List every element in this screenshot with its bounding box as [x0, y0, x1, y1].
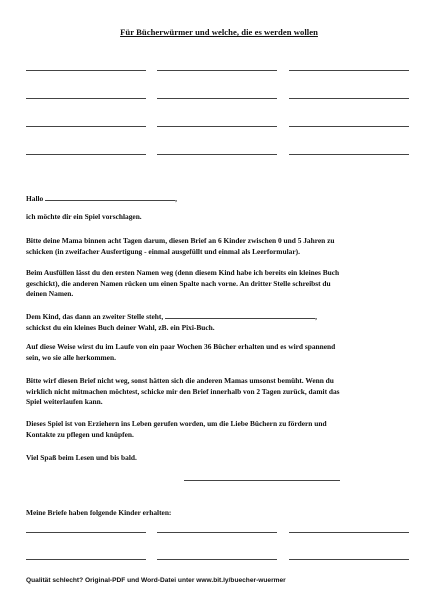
name-blank[interactable]: [157, 70, 277, 71]
blank-row: [26, 98, 412, 99]
greeting-name-blank[interactable]: [45, 193, 175, 201]
paragraph-line: schickst du ein kleines Buch deiner Wahl, zB. ein Pixi-Buch.: [26, 322, 215, 332]
name-blank[interactable]: [157, 98, 277, 99]
name-blank[interactable]: [26, 98, 146, 99]
paragraph-text: ,: [315, 312, 317, 321]
greeting-suffix: ,: [175, 194, 177, 203]
blank-row: [26, 559, 412, 560]
name-blank[interactable]: [289, 154, 409, 155]
paragraph-line: deinen Namen.: [26, 289, 74, 299]
blank-row: [26, 70, 412, 71]
name-blanks-top: [26, 70, 412, 74]
paragraph-line: ich möchte dir ein Spiel vorschlagen.: [26, 212, 142, 221]
paragraph-line: schicken (in zweifacher Ausfertigung - einmal ausgefüllt und einmal als Leerformular).: [26, 246, 300, 256]
paragraph-origin: [26, 419, 418, 440]
paragraph-line: geschickt), die anderen Namen rücken um einen Spalte nach vorne. An dritter Stelle schreibst du: [26, 278, 331, 288]
paragraph-closing: [26, 453, 418, 464]
paragraph-line: Meine Briefe haben folgende Kinder erhalten:: [26, 508, 172, 517]
paragraph-text: Dem Kind, das dann an zweiter Stelle steht,: [26, 312, 164, 321]
name-blank[interactable]: [157, 154, 277, 155]
paragraph-fill-in: [26, 268, 418, 300]
name-blank[interactable]: [26, 532, 146, 533]
paragraph-line: Auf diese Weise wirst du im Laufe von ein paar Wochen 36 Bücher erhalten und es wird spannend: [26, 342, 336, 351]
second-child-name-blank[interactable]: [165, 311, 315, 319]
paragraph-instructions: [26, 236, 418, 257]
paragraph-line: Bitte wirf diesen Brief nicht weg, sonst hätten sich die anderen Mamas umsonst bemüht. Wenn du: [26, 376, 334, 385]
paragraph-line: Beim Ausfüllen lässt du den ersten Namen weg (denn diesem Kind habe ich bereits ein kleines Buch: [26, 268, 340, 277]
paragraph-line: Dieses Spiel ist von Erziehern ins Leben gerufen worden, um die Liebe Büchern zu fördern und: [26, 419, 327, 428]
greeting-prefix: Hallo: [26, 194, 44, 203]
paragraph-line: sein, wo sie alle herkommen.: [26, 352, 116, 362]
name-blank[interactable]: [289, 98, 409, 99]
name-blank[interactable]: [289, 126, 409, 127]
name-blanks-bottom: [26, 532, 412, 534]
paragraph-outcome: [26, 342, 418, 363]
blank-row: [26, 154, 412, 155]
name-blank[interactable]: [26, 154, 146, 155]
paragraph-line: wirklich nicht mitmachen möchtest, schicke mir den Brief innerhalb von 2 Tagen zurück, damit das: [26, 386, 340, 396]
paragraph-line: Kontakte zu pflegen und knüpfen.: [26, 429, 134, 439]
paragraph-line: Viel Spaß beim Lesen und bis bald.: [26, 453, 137, 462]
greeting-line: [26, 193, 416, 205]
paragraph-line: Spiel weiterlaufen kann.: [26, 397, 103, 407]
paragraph-line: Bitte deine Mama binnen acht Tagen darum, diesen Brief an 6 Kinder zwischen 0 und 5 Jahren zu: [26, 236, 335, 245]
name-blank[interactable]: [157, 559, 277, 560]
paragraph-intro: [26, 212, 418, 223]
name-blank[interactable]: [26, 559, 146, 560]
footer-note: Qualität schlecht? Original-PDF und Word-Datei unter www.bit.ly/buecher-wuermer: [26, 577, 286, 584]
name-blank[interactable]: [157, 532, 277, 533]
signature-line[interactable]: [184, 480, 340, 481]
paragraph-send-book: [26, 311, 418, 333]
name-blank[interactable]: [26, 126, 146, 127]
paragraph-dont-discard: [26, 376, 418, 408]
page-title: Für Bücherwürmer und welche, die es werden wollen: [120, 27, 318, 37]
name-blank[interactable]: [289, 559, 409, 560]
received-label: [26, 508, 418, 519]
paragraph-line: [26, 311, 418, 323]
blank-row: [26, 532, 412, 533]
name-blank[interactable]: [26, 70, 146, 71]
name-blank[interactable]: [289, 532, 409, 533]
name-blank[interactable]: [289, 70, 409, 71]
blank-row: [26, 126, 412, 127]
name-blank[interactable]: [157, 126, 277, 127]
